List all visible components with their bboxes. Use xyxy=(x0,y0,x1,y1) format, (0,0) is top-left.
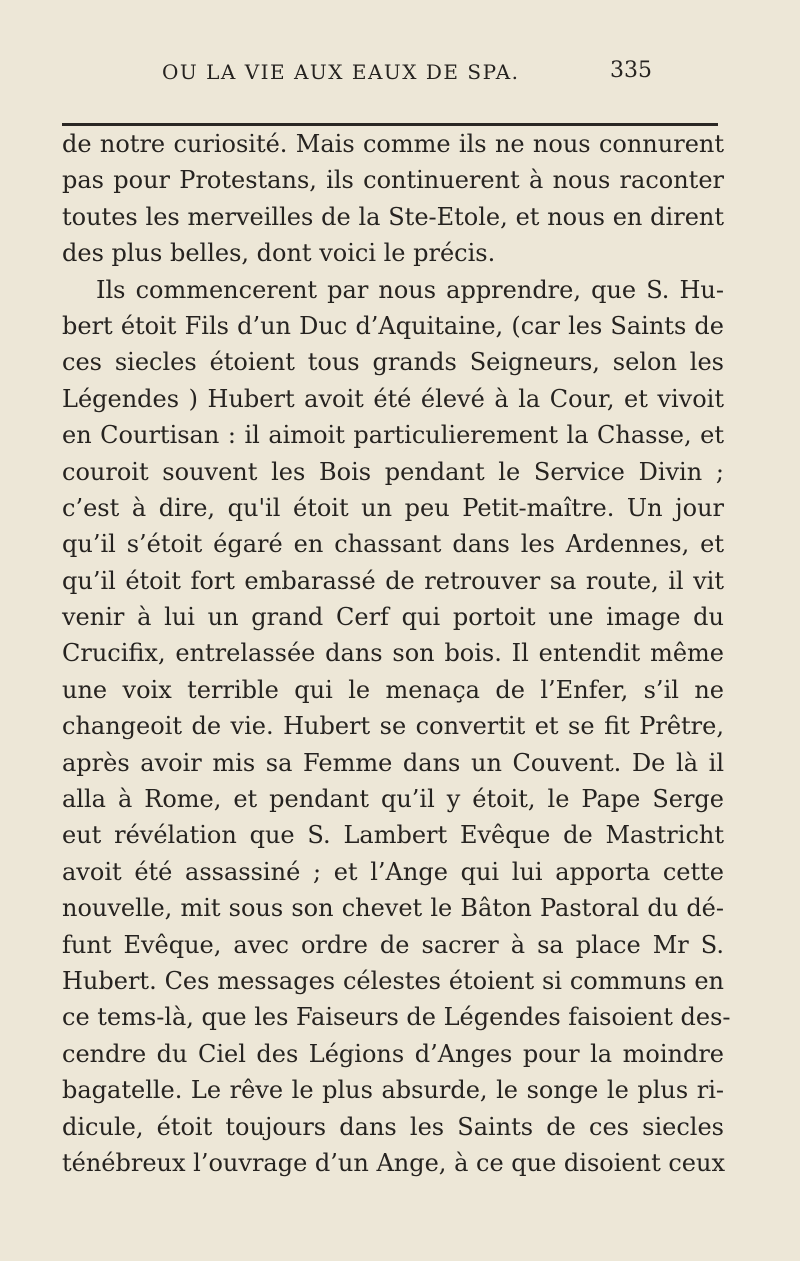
text-line: eut révélation que S. Lambert Evêque de Mastricht xyxy=(62,821,724,850)
text-line: ce tems-là, que les Faiseurs de Légendes faisoient des- xyxy=(62,1003,731,1032)
text-line: après avoir mis sa Femme dans un Couvent. De là il xyxy=(62,748,724,777)
text-line: nouvelle, mit sous son chevet le Bâton Pastoral du dé- xyxy=(62,894,724,923)
text-line: pas pour Protestans, ils continuerent à nous raconter xyxy=(62,166,724,195)
text-line: ces siecles étoient tous grands Seigneurs, selon les xyxy=(62,348,724,377)
running-header xyxy=(162,58,652,90)
text-line: qu’il s’étoit égaré en chassant dans les Ardennes, et xyxy=(62,530,724,559)
text-line: c’est à dire, qu'il étoit un peu Petit-maître. Un jour xyxy=(62,493,724,522)
text-line: en Courtisan : il aimoit particulierement la Chasse, et xyxy=(62,421,724,450)
text-line: couroit souvent les Bois pendant le Service Divin ; xyxy=(62,457,724,486)
text-line: des plus belles, dont voici le précis. xyxy=(62,239,496,268)
text-line: venir à lui un grand Cerf qui portoit une image du xyxy=(62,603,724,632)
running-title: OU LA VIE AUX EAUX DE SPA. xyxy=(162,60,520,84)
text-line: Crucifix, entrelassée dans son bois. Il entendit même xyxy=(62,639,724,668)
page-number: 335 xyxy=(610,58,652,83)
text-line: qu’il étoit fort embarassé de retrouver sa route, il vit xyxy=(62,566,724,595)
text-line: alla à Rome, et pendant qu’il y étoit, le Pape Serge xyxy=(62,785,724,814)
text-line: funt Evêque, avec ordre de sacrer à sa place Mr S. xyxy=(62,930,724,959)
text-line: Hubert. Ces messages célestes étoient si communs en xyxy=(62,966,724,995)
text-line: cendre du Ciel des Légions d’Anges pour la moindre xyxy=(62,1039,724,1068)
text-line: Ils commencerent par nous apprendre, que S. Hu- xyxy=(96,275,724,304)
text-line: ténébreux l’ouvrage d’un Ange, à ce que disoient ceux xyxy=(62,1148,725,1177)
text-line: bagatelle. Le rêve le plus absurde, le songe le plus ri- xyxy=(62,1076,724,1105)
text-line: changeoit de vie. Hubert se convertit et se fit Prêtre, xyxy=(62,712,724,741)
text-line: une voix terrible qui le menaça de l’Enfer, s’il ne xyxy=(62,675,724,704)
body-text xyxy=(62,126,731,1181)
text-line: avoit été assassiné ; et l’Ange qui lui apporta cette xyxy=(62,857,724,886)
text-line: toutes les merveilles de la Ste-Etole, et nous en dirent xyxy=(62,202,724,231)
text-line: bert étoit Fils d’un Duc d’Aquitaine, (car les Saints de xyxy=(62,311,724,340)
text-line: Légendes ) Hubert avoit été élevé à la Cour, et vivoit xyxy=(62,384,724,413)
text-line: de notre curiosité. Mais comme ils ne nous connurent xyxy=(62,130,724,158)
text-line: dicule, étoit toujours dans les Saints de ces siecles xyxy=(62,1112,724,1141)
